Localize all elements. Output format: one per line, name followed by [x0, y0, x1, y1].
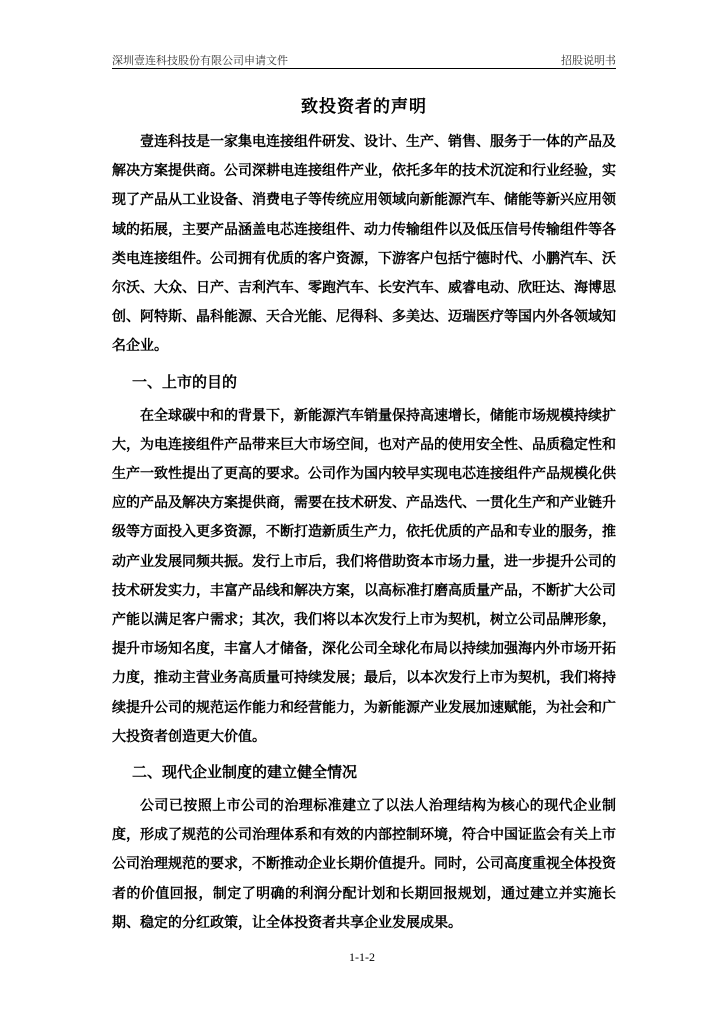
page-header	[112, 50, 616, 69]
document-body	[112, 128, 616, 938]
page-number: 1-1-2	[349, 950, 375, 964]
header-company-name: 深圳壹连科技股份有限公司申请文件	[112, 54, 288, 67]
section-body-listing-purpose: 在全球碳中和的背景下，新能源汽车销量保持高速增长，储能市场规模持续扩大，为电连接组件产品带来巨大市场空间，也对产品的使用安全性、品质稳定性和生产一致性提出了更高的要求。公司作为国内较早实现电芯连接组件产品规模化供应的产品及解决方案提供商，需要在技术研发、产品迭代、一贯化生产和产业链升级等方面投入更多资源，不断打造新质生产力，依托优质的产品和专业的服务，推动产业发展同频共振。发行上市后，我们将借助资本市场力量，进一步提升公司的技术研发实力，丰富产品线和解决方案，以高标准打磨高质量产品，不断扩大公司产能以满足客户需求；其次，我们将以本次发行上市为契机，树立公司品牌形象，提升市场知名度，丰富人才储备，深化公司全球化布局以持续加强海内外市场开拓力度，推动主营业务高质量可持续发展；最后，以本次发行上市为契机，我们将持续提升公司的规范运作能力和经营能力，为新能源产业发展加速赋能，为社会和广大投资者创造更大价值。	[112, 407, 616, 745]
section-body-corporate-system: 公司已按照上市公司的治理标准建立了以法人治理结构为核心的现代企业制度，形成了规范的公司治理体系和有效的内部控制环境，符合中国证监会有关上市公司治理规范的要求，不断推动企业长期价值提升。同时，公司高度重视全体投资者的价值回报，制定了明确的利润分配计划和长期回报规划，通过建立并实施长期、稳定的分红政策，让全体投资者共享企业发展成果。	[112, 798, 616, 931]
header-document-type: 招股说明书	[561, 54, 616, 67]
intro-paragraph: 壹连科技是一家集电连接组件研发、设计、生产、销售、服务于一体的产品及解决方案提供商。公司深耕电连接组件产业，依托多年的技术沉淀和行业经验，实现了产品从工业设备、消费电子等传统应用领域向新能源汽车、储能等新兴应用领域的拓展，主要产品涵盖电芯连接组件、动力传输组件以及低压信号传输组件等各类电连接组件。公司拥有优质的客户资源，下游客户包括宁德时代、小鹏汽车、沃尔沃、大众、日产、吉利汽车、零跑汽车、长安汽车、威睿电动、欣旺达、海博思创、阿特斯、晶科能源、天合光能、尼得科、多美达、迈瑞医疗等国内外各领域知名企业。	[112, 134, 616, 355]
section-heading-corporate-system: 二、现代企业制度的建立健全情况	[132, 763, 358, 782]
page-title: 致投资者的声明	[301, 97, 427, 117]
section-heading-listing-purpose: 一、上市的目的	[132, 372, 238, 391]
